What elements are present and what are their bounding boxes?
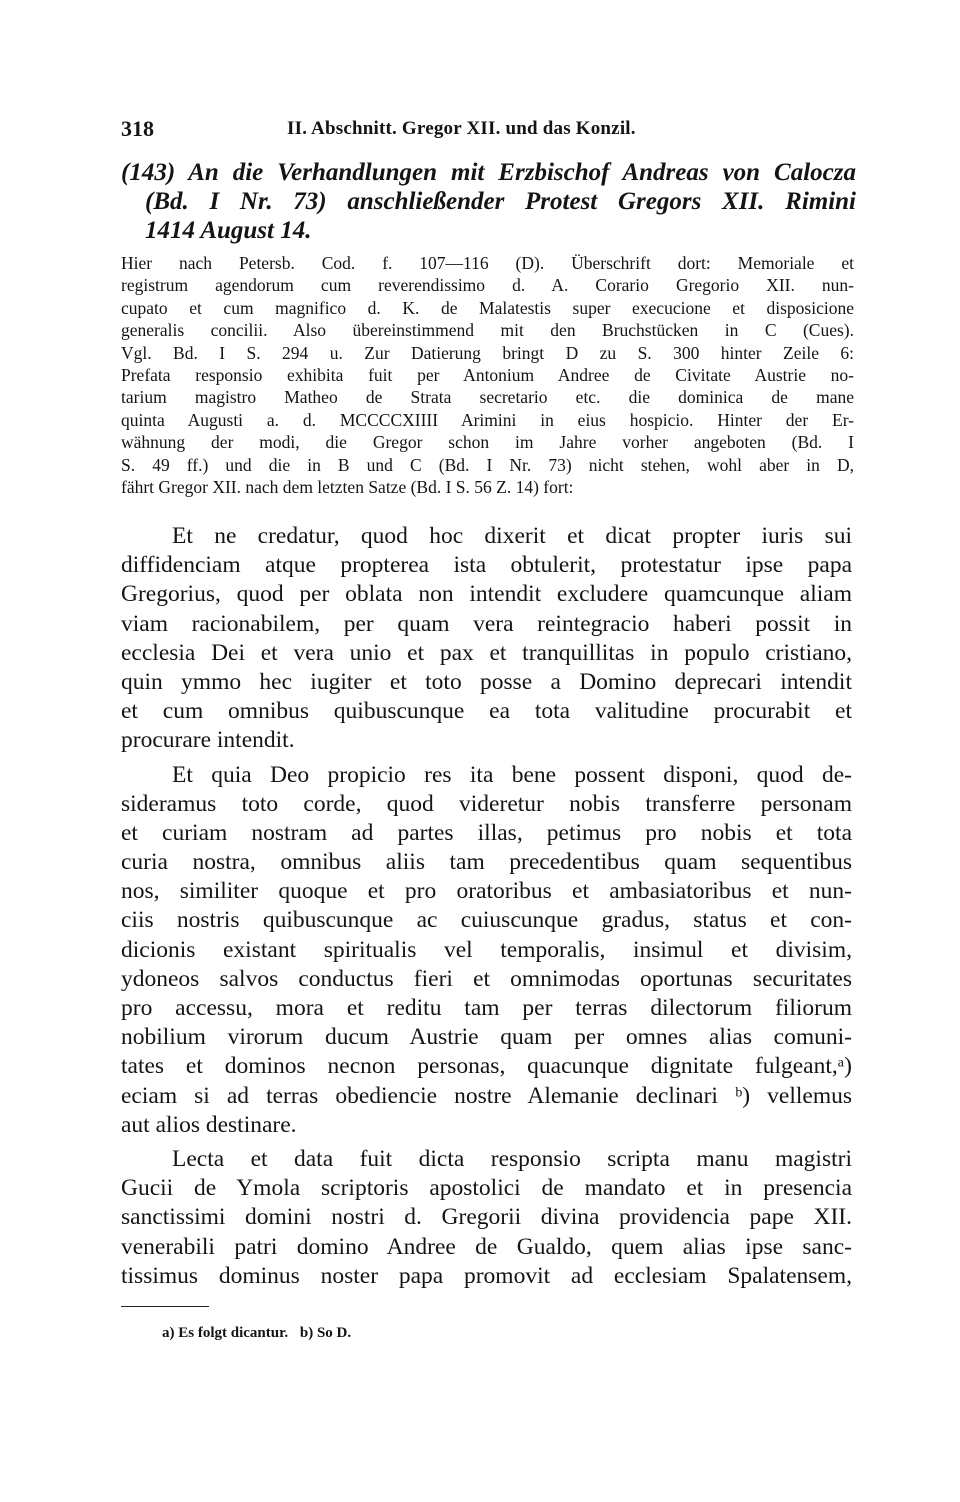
text-line: sideramus toto corde, quod videretur nobis transferre personam: [121, 790, 852, 817]
text-line: Gregorius, quod per oblata non intendit excludere quamcunque aliam: [121, 581, 852, 608]
text-line: pro accessu, mora et reditu tam per terras dilectorum filiorum: [121, 995, 852, 1021]
footnote-divider: [121, 1306, 209, 1307]
text-line: et cum omnibus quibuscunque ea tota valitudine procurabit et: [121, 698, 852, 725]
text-line: Et ne credatur, quod hoc dixerit et dicat propter iuris sui: [172, 523, 852, 549]
text-line: venerabili patri domino Andree de Gualdo, quem alias ipse sanc-: [121, 1233, 852, 1260]
footnote-b: b) So D.: [299, 1325, 352, 1341]
text-line: curia nostra, omnibus aliis tam precedentibus quam sequentibus: [121, 849, 852, 876]
text-line: aut alios destinare.: [121, 1111, 297, 1138]
text-line: Lecta et data fuit dicta responsio scripta manu magistri: [172, 1145, 852, 1172]
text-line: ydoneos salvos conductus fieri et omnimodas oportunas securitates: [121, 965, 852, 992]
text-line: Et quia Deo propicio res ita bene possent disponi, quod de-: [172, 761, 852, 788]
running-head: II. Abschnitt. Gregor XII. und das Konzil.: [287, 118, 636, 139]
title-line: (143) An die Verhandlungen mit Erzbischof Andreas von Calocza: [121, 159, 856, 186]
apparatus-line: Vgl. Bd. I S. 294 u. Zur Datierung bringt D zu S. 300 hinter Zeile 6:: [121, 342, 854, 363]
text-line: dicionis existant spiritualis vel temporalis, insimul et divisim,: [121, 936, 852, 963]
text-line: et curiam nostram ad partes illas, petimus pro nobis et tota: [121, 819, 852, 846]
title-line: 1414 August 14.: [145, 217, 312, 244]
text-line: nobilium virorum ducum Austrie quam per omnes alias comuni-: [121, 1024, 852, 1051]
editorial-apparatus: [121, 252, 854, 498]
title-line: (Bd. I Nr. 73) anschließender Protest Gregors XII. Rimini: [145, 188, 856, 215]
text-line: sanctissimi domini nostri d. Gregorii divina providencia pape XII.: [121, 1204, 852, 1231]
text-line: ciis nostris quibuscunque ac cuiuscunque gradus, status et con-: [121, 907, 852, 934]
apparatus-line: tarium magistro Matheo de Strata secretario etc. die dominica de mane: [121, 387, 854, 408]
text-line: Gucii de Ymola scriptoris apostolici de mandato et in presencia: [121, 1175, 852, 1202]
apparatus-line: quinta Augusti a. d. MCCCCXIIII Arimini in eius hospicio. Hinter der Er-: [121, 409, 854, 430]
text-line: quin ymmo hec iugiter et toto posse a Domino deprecari intendit: [121, 668, 852, 695]
page-number: 318: [121, 116, 154, 141]
text-line: tates et dominos necnon personas, quacunque dignitate fulgeant,ᵃ): [121, 1053, 852, 1080]
paragraph: [121, 761, 852, 1140]
text-line: procurare intendit.: [121, 727, 295, 754]
page-header: [121, 116, 861, 140]
text-line: tissimus dominus noster papa promovit ad ecclesiam Spalatensem,: [121, 1262, 852, 1289]
main-text: [121, 522, 852, 1291]
apparatus-line: generalis concilii. Also übereinstimmend mit den Bruchstücken in C (Cues).: [121, 320, 854, 341]
apparatus-line: fährt Gregor XII. nach dem letzten Satze (Bd. I S. 56 Z. 14) fort:: [121, 476, 574, 497]
apparatus-line: S. 49 ff.) und die in B und C (Bd. I Nr. 73) nicht stehen, wohl aber in D,: [121, 454, 854, 475]
text-line: eciam si ad terras obediencie nostre Alemanie declinari ᵇ) vellemus: [121, 1082, 852, 1109]
text-line: nos, similiter quoque et pro oratoribus et ambasiatoribus et nun-: [121, 878, 852, 905]
document-title: [121, 158, 856, 245]
paragraph: [121, 1145, 852, 1291]
footnotes: [162, 1325, 359, 1342]
apparatus-line: wähnung der modi, die Gregor schon im Jahre vorher angeboten (Bd. I: [121, 432, 854, 453]
footnote-a: a) Es folgt dicantur.: [162, 1325, 289, 1341]
apparatus-line: registrum agendorum cum reverendissimo d. A. Corario Gregorio XII. nun-: [121, 275, 854, 296]
text-line: ecclesia Dei et vera unio et pax et tranquillitas in populo cristiano,: [121, 639, 852, 666]
apparatus-line: Hier nach Petersb. Cod. f. 107—116 (D). Überschrift dort: Memoriale et: [121, 253, 854, 273]
paragraph: [121, 522, 852, 756]
apparatus-line: Prefata responsio exhibita fuit per Antonium Andree de Civitate Austrie no-: [121, 364, 854, 385]
text-line: diffidenciam atque propterea ista obtulerit, protestatur ipse papa: [121, 552, 852, 579]
text-line: viam racionabilem, per quam vera reintegracio haberi possit in: [121, 610, 852, 637]
apparatus-line: cupato et cum magnifico d. K. de Malatestis super execucione et disposicione: [121, 297, 854, 318]
